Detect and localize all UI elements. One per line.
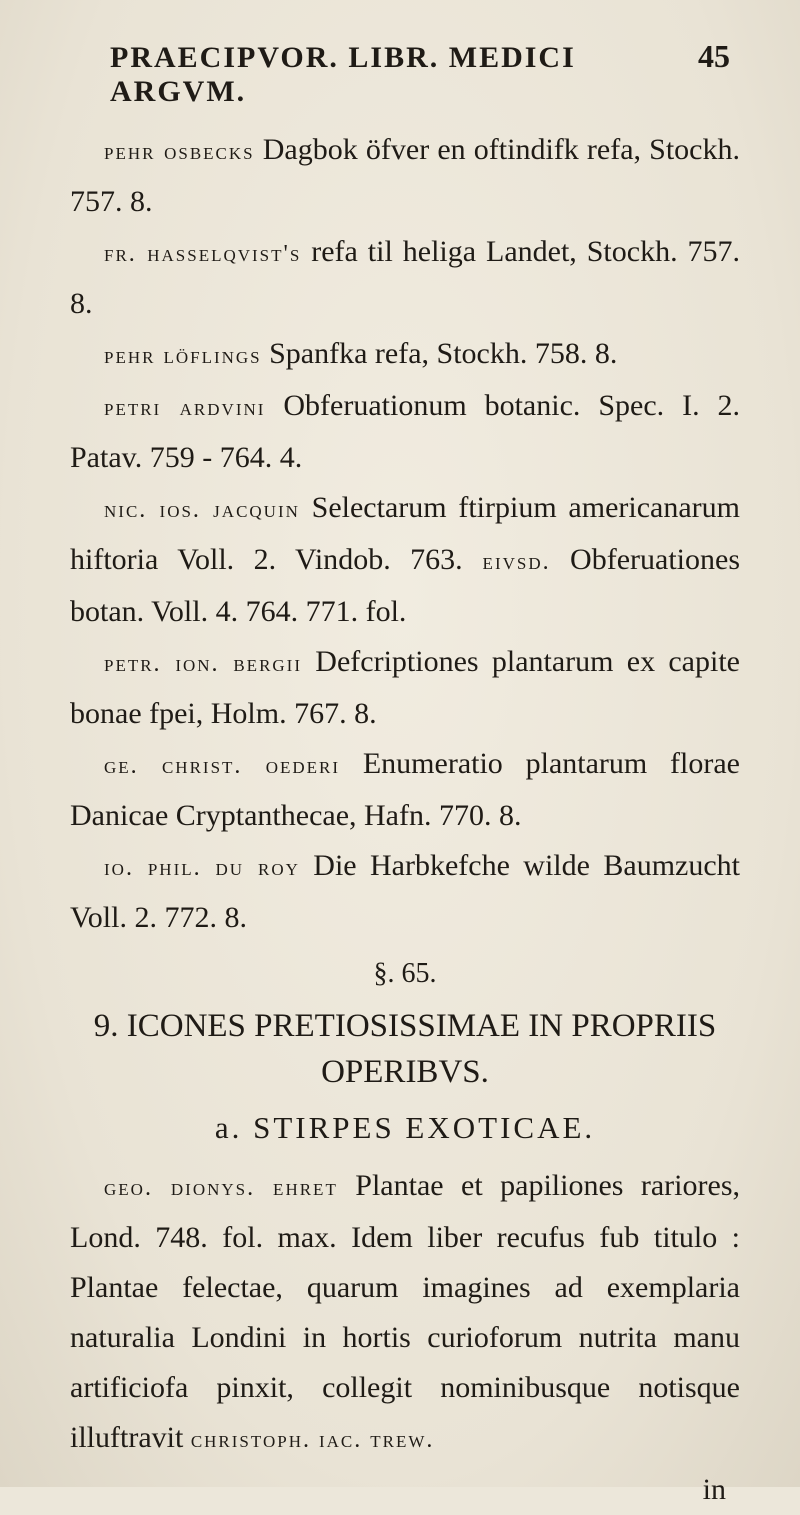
bibliography-entry: [70, 637, 740, 739]
entry-author: fr. hasselqvist's: [104, 241, 302, 267]
entry-author: pehr löflings: [104, 343, 262, 369]
page-number: 45: [698, 38, 730, 74]
section-mark: §. 65.: [373, 958, 437, 989]
entry-author: petri ardvini: [104, 395, 266, 421]
bibliography-entry: [70, 483, 740, 637]
entry-author: geo. dionys. ehret: [104, 1175, 338, 1201]
entry-text: Obferuationes botan. Voll. 4. 764. 771. fol.: [70, 543, 740, 628]
entry-author-eiusdem: eivsd.: [462, 549, 551, 575]
entry-text: Selectarum ftirpium americanarum hiftoria Voll. 2. Vindob. 763.: [70, 491, 740, 576]
bibliography-entry: [70, 1161, 740, 1465]
entry-author-secondary: christoph. iac. trew.: [190, 1427, 435, 1453]
entry-text: Dagbok öfver en oftindifk refa, Stockh. 757. 8.: [70, 133, 740, 218]
section-heading: 9. ICONES PRETIOSISSIMAE IN PROPRIIS OPERIBVS.: [93, 1008, 717, 1090]
entry-text: Die Harbkefche wilde Baumzucht Voll. 2. 772. 8.: [70, 849, 740, 934]
entry-author: petr. ion. bergii: [104, 651, 303, 677]
bibliography-entry: [70, 125, 740, 227]
running-head: [110, 38, 730, 109]
body-text: [70, 125, 740, 1515]
entry-author: io. phil. du roy: [104, 855, 300, 881]
bibliography-entry: [70, 841, 740, 943]
entry-text: refa til heliga Landet, Stockh. 757. 8.: [70, 235, 741, 320]
entry-text: Plantae et papiliones rariores, Lond. 748. fol. max. Idem liber recufus fub titulo : Plantae felectae, quarum imagines ad exemplaria naturalia Londini in hortis curioforum nutrita manu artificiofa pinxit, collegit nominibusque notisque illuftravit: [70, 1169, 740, 1454]
entry-text: Obferuationum botanic. Spec. I. 2. Patav. 759 - 764. 4.: [70, 389, 740, 474]
entry-text: Defcriptiones plantarum ex capite bonae fpei, Holm. 767. 8.: [70, 645, 740, 730]
bibliography-entry: [70, 329, 740, 381]
bibliography-entry: [70, 739, 740, 841]
entry-text: Enumeratio plantarum florae Danicae Cryptanthecae, Hafn. 770. 8.: [70, 747, 740, 832]
running-title: PRAECIPVOR. LIBR. MEDICI ARGVM.: [110, 41, 576, 108]
entry-text: Spanfka refa, Stockh. 758. 8.: [261, 337, 618, 370]
entry-author: pehr osbecks: [104, 139, 255, 165]
bibliography-entry: [70, 381, 740, 483]
entry-author: ge. christ. oederi: [104, 753, 341, 779]
entry-author: nic. ios. jacquin: [104, 497, 300, 523]
subsection-heading: a. STIRPES EXOTICAE.: [214, 1110, 596, 1145]
catchword: in: [702, 1473, 726, 1506]
bibliography-entry: [70, 227, 740, 329]
